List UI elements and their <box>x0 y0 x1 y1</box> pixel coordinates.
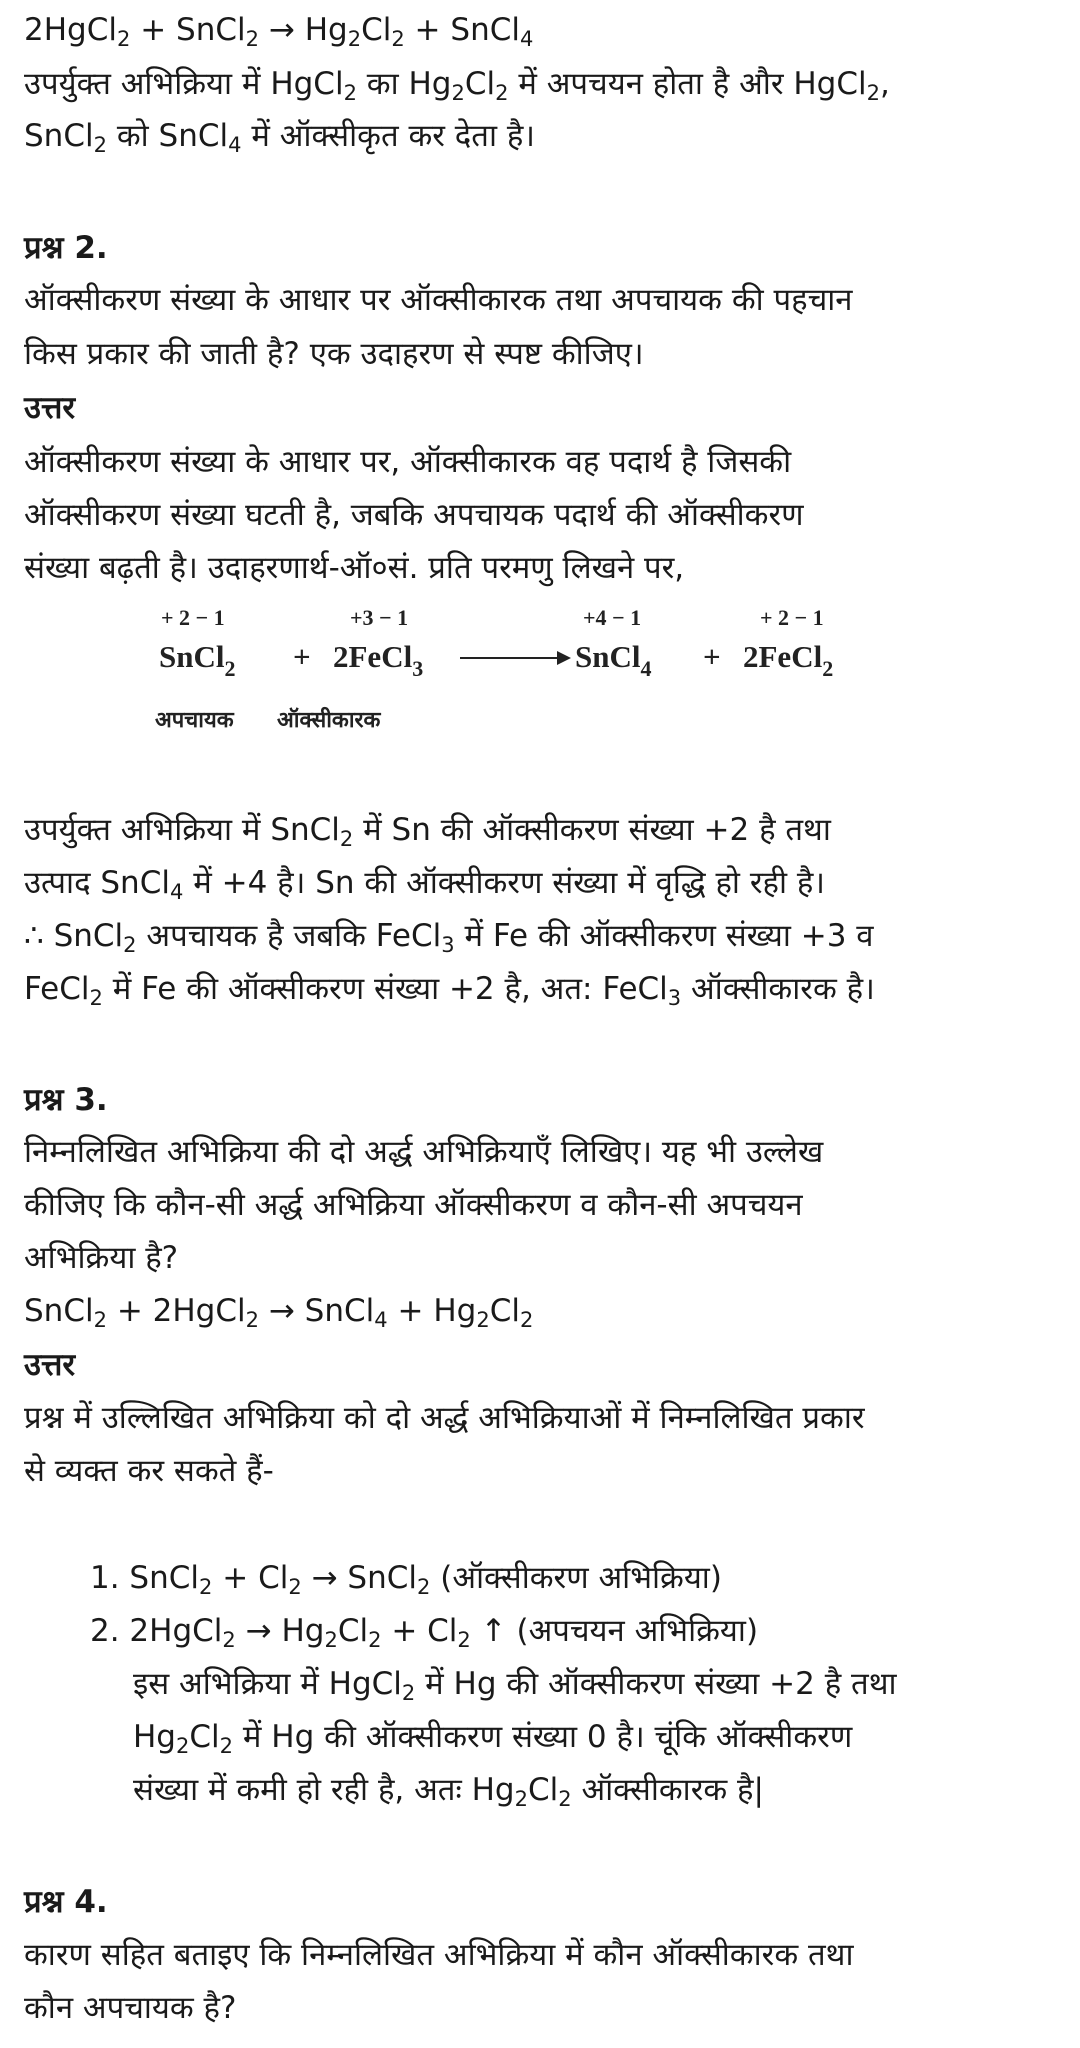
oxidation-number-label: +3 − 1 <box>350 605 409 630</box>
product-formula: 2FeCl$_2$ <box>743 639 834 681</box>
plus-sign: + <box>703 639 721 674</box>
product-formula: SnCl$_4$ <box>575 639 652 681</box>
oxidation-number-label: + 2 − 1 <box>161 605 225 630</box>
question-text: कारण सहित बताइए कि निम्नलिखित अभिक्रिया में कौन ऑक्सीकारक तथा <box>24 1937 854 1973</box>
reaction-arrow-head <box>557 651 571 665</box>
list-item: 2. 2HgCl$_2$ → $Hg_2Cl_2 + Cl_2$ ↑ (अपचयन अभिक्रिया) <box>90 1613 759 1652</box>
explanation-text: FeCl$_2$ में Fe की ऑक्सीकरण संख्या +2 है, अत: FeCl$_3$ ऑक्सीकारक है। <box>24 971 875 1010</box>
answer-text: प्रश्न में उल्लिखित अभिक्रिया को दो अर्द्ध अभिक्रियाओं में निम्नलिखित प्रकार <box>24 1400 865 1436</box>
redox-equation-figure <box>155 595 895 735</box>
text-line: उपर्युक्त अभिक्रिया में HgCl$_2$ का $Hg_2Cl_2$ में अपचयन होता है और HgCl$_2$, <box>24 66 890 105</box>
answer-text: से व्यक्त कर सकते हैं- <box>24 1453 274 1489</box>
answer-label: उत्तर <box>24 390 76 426</box>
question-text: कौन अपचायक है? <box>24 1990 237 2026</box>
answer-text: ऑक्सीकरण संख्या के आधार पर, ऑक्सीकारक वह पदार्थ है जिसकी <box>24 444 792 480</box>
reducer-label: अपचायक <box>155 707 234 732</box>
text-line: SnCl$_2$ को SnCl$_4$ में ऑक्सीकृत कर देता है। <box>24 118 536 157</box>
reactant-formula: 2FeCl$_3$ <box>333 639 424 681</box>
equation-line: SnCl$_2$ + 2HgCl$_2$ → SnCl$_4$ + $Hg_2Cl_2$ <box>24 1293 534 1332</box>
reactant-formula: SnCl$_2$ <box>159 639 236 681</box>
list-item-text: संख्या में कमी हो रही है, अतः $Hg_2Cl_2$ ऑक्सीकारक है| <box>133 1772 764 1811</box>
answer-text: संख्या बढ़ती है। उदाहरणार्थ-ऑ०सं. प्रति परमणु लिखने पर, <box>24 550 685 586</box>
oxidation-number-label: +4 − 1 <box>583 605 642 630</box>
explanation-text: उपर्युक्त अभिक्रिया में SnCl$_2$ में Sn की ऑक्सीकरण संख्या +2 है तथा <box>24 812 831 851</box>
answer-text: ऑक्सीकरण संख्या घटती है, जबकि अपचायक पदार्थ की ऑक्सीकरण <box>24 497 804 533</box>
question-heading: प्रश्न 3. <box>24 1082 108 1118</box>
answer-label: उत्तर <box>24 1347 76 1383</box>
question-text: अभिक्रिया है? <box>24 1240 179 1276</box>
question-text: निम्नलिखित अभिक्रिया की दो अर्द्ध अभिक्रियाएँ लिखिए। यह भी उल्लेख <box>24 1134 824 1170</box>
oxidation-number-label: + 2 − 1 <box>760 605 824 630</box>
question-text: ऑक्सीकरण संख्या के आधार पर ऑक्सीकारक तथा अपचायक की पहचान <box>24 282 853 318</box>
explanation-text: ∴ SnCl$_2$ अपचायक है जबकि FeCl$_3$ में Fe की ऑक्सीकरण संख्या +3 व <box>24 918 874 957</box>
question-text: कीजिए कि कौन-सी अर्द्ध अभिक्रिया ऑक्सीकरण व कौन-सी अपचयन <box>24 1187 803 1223</box>
question-heading: प्रश्न 4. <box>24 1884 108 1920</box>
list-item: 1. SnCl$_2$ + $Cl_2$ → SnCl$_2$ (ऑक्सीकरण अभिक्रिया) <box>90 1560 722 1599</box>
question-heading: प्रश्न 2. <box>24 230 108 266</box>
question-text: किस प्रकार की जाती है? एक उदाहरण से स्पष्ट कीजिए। <box>24 336 644 372</box>
explanation-text: उत्पाद SnCl$_4$ में +4 है। Sn की ऑक्सीकरण संख्या में वृद्धि हो रही है। <box>24 865 826 904</box>
plus-sign: + <box>293 639 311 674</box>
oxidiser-label: ऑक्सीकारक <box>277 707 381 732</box>
list-item-text: $Hg_2Cl_2$ में Hg की ऑक्सीकरण संख्या 0 है। चूंकि ऑक्सीकरण <box>133 1719 853 1758</box>
list-item-text: इस अभिक्रिया में HgCl$_2$ में Hg की ऑक्सीकरण संख्या +2 है तथा <box>133 1666 897 1705</box>
equation-line: 2HgCl$_2$ + SnCl$_2$ → $Hg_2Cl_2$ + SnCl$_4$ <box>24 12 534 51</box>
